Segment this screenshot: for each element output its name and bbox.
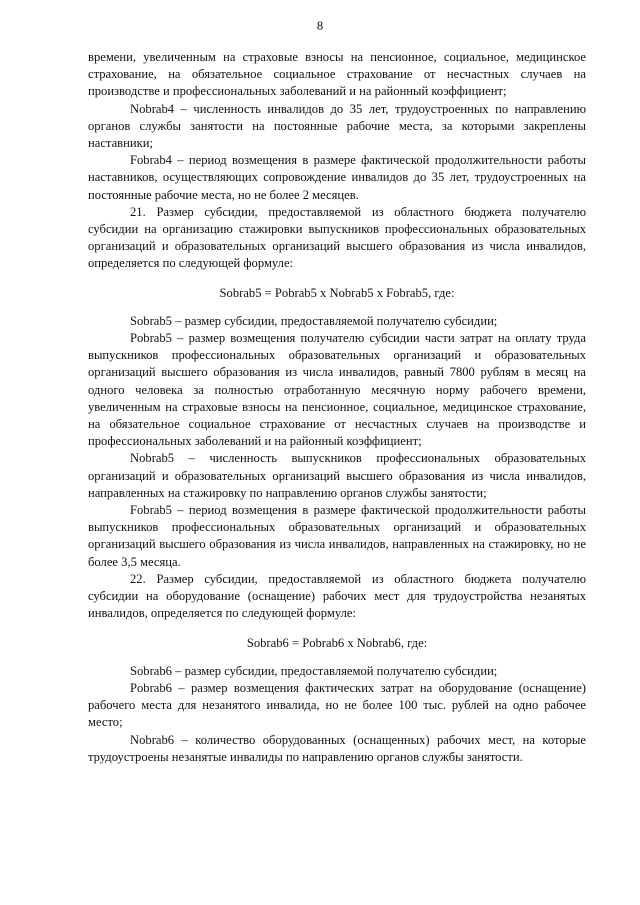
paragraph-pobrab5: Pobrab5 – размер возмещения получателю субсидии части затрат на оплату труда выпускников профессиональных образовательных организаций и образовательных организаций высшего образования из числа инвалидов, равный 7800 рублям в месяц на одного человека за полностью отработанную месячную норму рабочего времени, увеличенным на страховые взносы на пенсионное, социальное, медицинское страхование, на обязательное социальное страхование от несчастных случаев на производстве и профессиональных заболеваний и на районный коэффициент; [88,331,586,449]
paragraph-nobrab4: Nobrab4 – численность инвалидов до 35 лет, трудоустроенных по направлению органов службы занятости на постоянные рабочие места, за которыми закреплены наставники; [88,101,586,151]
paragraph-fobrab4: Fobrab4 – период возмещения в размере фактической продолжительности работы наставников, осуществляющих сопровождение инвалидов до 35 лет, трудоустроенных на постоянные рабочие места, но не более 2 месяцев. [88,153,586,202]
paragraph-item-21: 21. Размер субсидии, предоставляемой из областного бюджета получателю субсидии на организацию стажировки выпускников профессиональных образовательных организаций и образовательных организаций высшего образования из числа инвалидов, определяется по следующей формуле: [88,204,586,271]
paragraph-item-22: 22. Размер субсидии, предоставляемой из областного бюджета получателю субсидии на оборудование (оснащение) рабочих мест для трудоустройства незанятых инвалидов, определяется по следующей формуле: [88,571,586,621]
body-text [88,49,586,766]
formula-sobrab6: Sobrab6 = Pobrab6 x Nobrab6, где: [246,635,428,650]
paragraph-pobrab6: Pobrab6 – размер возмещения фактических затрат на оборудование (оснащение) рабочего места для незанятого инвалида, но не более 100 тыс. рублей на одно рабочее место; [88,680,586,730]
paragraph-continuation: времени, увеличенным на страховые взносы на пенсионное, социальное, медицинское страхование, на обязательное социальное страхование от несчастных случаев на производстве и профессиональных заболеваний и на районный коэффициент; [88,50,586,99]
paragraph-sobrab6: Sobrab6 – размер субсидии, предоставляемой получателю субсидии; [130,663,498,678]
paragraph-nobrab6: Nobrab6 – количество оборудованных (оснащенных) рабочих мест, на которые трудоустроены незанятые инвалиды по направлению органов службы занятости. [88,732,586,764]
paragraph-nobrab5: Nobrab5 – численность выпускников профессиональных образовательных организаций и образовательных организаций высшего образования из числа инвалидов, направленных на стажировку по направлению органов службы занятости; [88,451,586,500]
paragraph-sobrab5: Sobrab5 – размер субсидии, предоставляемой получателю субсидии; [130,313,498,328]
page-number: 8 [316,19,324,33]
paragraph-fobrab5: Fobrab5 – период возмещения в размере фактической продолжительности работы выпускников профессиональных образовательных организаций и образовательных организаций высшего образования из числа инвалидов, направленных на стажировку, но не более 3,5 месяца. [88,503,586,569]
formula-sobrab5: Sobrab5 = Pobrab5 x Nobrab5 x Fobrab5, где: [219,285,455,300]
